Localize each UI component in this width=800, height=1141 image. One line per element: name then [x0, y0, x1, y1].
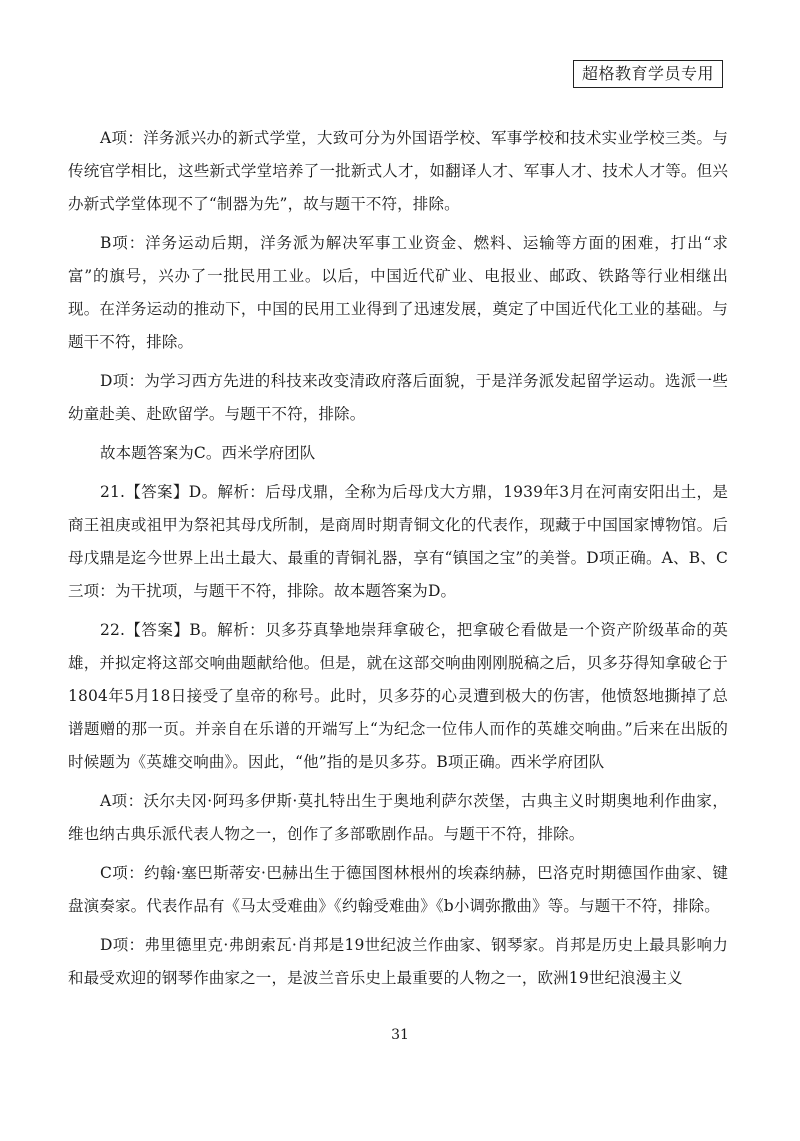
paragraph-question-22: 22.【答案】B。解析：贝多芬真挚地崇拜拿破仑，把拿破仑看做是一个资产阶级革命的英雄，并拟定将这部交响曲题献给他。但是，就在这部交响曲刚刚脱稿之后，贝多芬得知拿破仑于1804年5月18日接受了皇帝的称号。此时，贝多芬的心灵遭到极大的伤害，他愤怒地撕掉了总谱题赠的那一页。并亲自在乐谱的开端写上“为纪念一位伟人而作的英雄交响曲。”后来在出版的时候题为《英雄交响曲》。因此，“他”指的是贝多芬。B项正确。西米学府团队 — [68, 621, 728, 771]
paragraph-option-d-study-abroad: D项：为学习西方先进的科技来改变清政府落后面貌，于是洋务派发起留学运动。选派一些幼童赴美、赴欧留学。与题干不符，排除。 — [68, 372, 728, 423]
paragraph-option-c-bach: C项：约翰·塞巴斯蒂安·巴赫出生于德国图林根州的埃森纳赫，巴洛克时期德国作曲家、键盘演奏家。代表作品有《马太受难曲》《约翰受难曲》《b小调弥撒曲》等。与题干不符，排除。 — [68, 864, 728, 915]
paragraph-option-d-chopin: D项：弗里德里克·弗朗索瓦·肖邦是19世纪波兰作曲家、钢琴家。肖邦是历史上最具影响力和最受欢迎的钢琴作曲家之一，是波兰音乐史上最重要的人物之一，欧洲19世纪浪漫主义 — [68, 936, 728, 987]
document-body — [68, 122, 728, 1001]
paragraph-option-a-schools: A项：洋务派兴办的新式学堂，大致可分为外国语学校、军事学校和技术实业学校三类。与传统官学相比，这些新式学堂培养了一批新式人才，如翻译人才、军事人才、技术人才等。但兴办新式学堂体现不了“制器为先”，故与题干不符，排除。 — [68, 129, 728, 213]
header-badge: 超格教育学员专用 — [573, 60, 723, 88]
paragraph-option-b-industry: B项：洋务运动后期，洋务派为解决军事工业资金、燃料、运输等方面的困难，打出“求富”的旗号，兴办了一批民用工业。以后，中国近代矿业、电报业、邮政、铁路等行业相继出现。在洋务运动的推动下，中国的民用工业得到了迅速发展，奠定了中国近代化工业的基础。与题干不符，排除。 — [68, 234, 728, 351]
paragraph-answer-summary: 故本题答案为C。西米学府团队 — [100, 444, 316, 462]
paragraph-option-a-mozart: A项：沃尔夫冈·阿玛多伊斯·莫扎特出生于奥地利萨尔茨堡，古典主义时期奥地利作曲家，维也纳古典乐派代表人物之一，创作了多部歌剧作品。与题干不符，排除。 — [68, 792, 728, 843]
paragraph-question-21: 21.【答案】D。解析：后母戊鼎，全称为后母戊大方鼎，1939年3月在河南安阳出土，是商王祖庚或祖甲为祭祀其母戊所制，是商周时期青铜文化的代表作，现藏于中国国家博物馆。后母戊鼎是迄今世界上出土最大、最重的青铜礼器，享有“镇国之宝”的美誉。D项正确。A、B、C三项：为干扰项，与题干不符，排除。故本题答案为D。 — [68, 483, 728, 600]
page-number: 31 — [391, 1027, 409, 1043]
